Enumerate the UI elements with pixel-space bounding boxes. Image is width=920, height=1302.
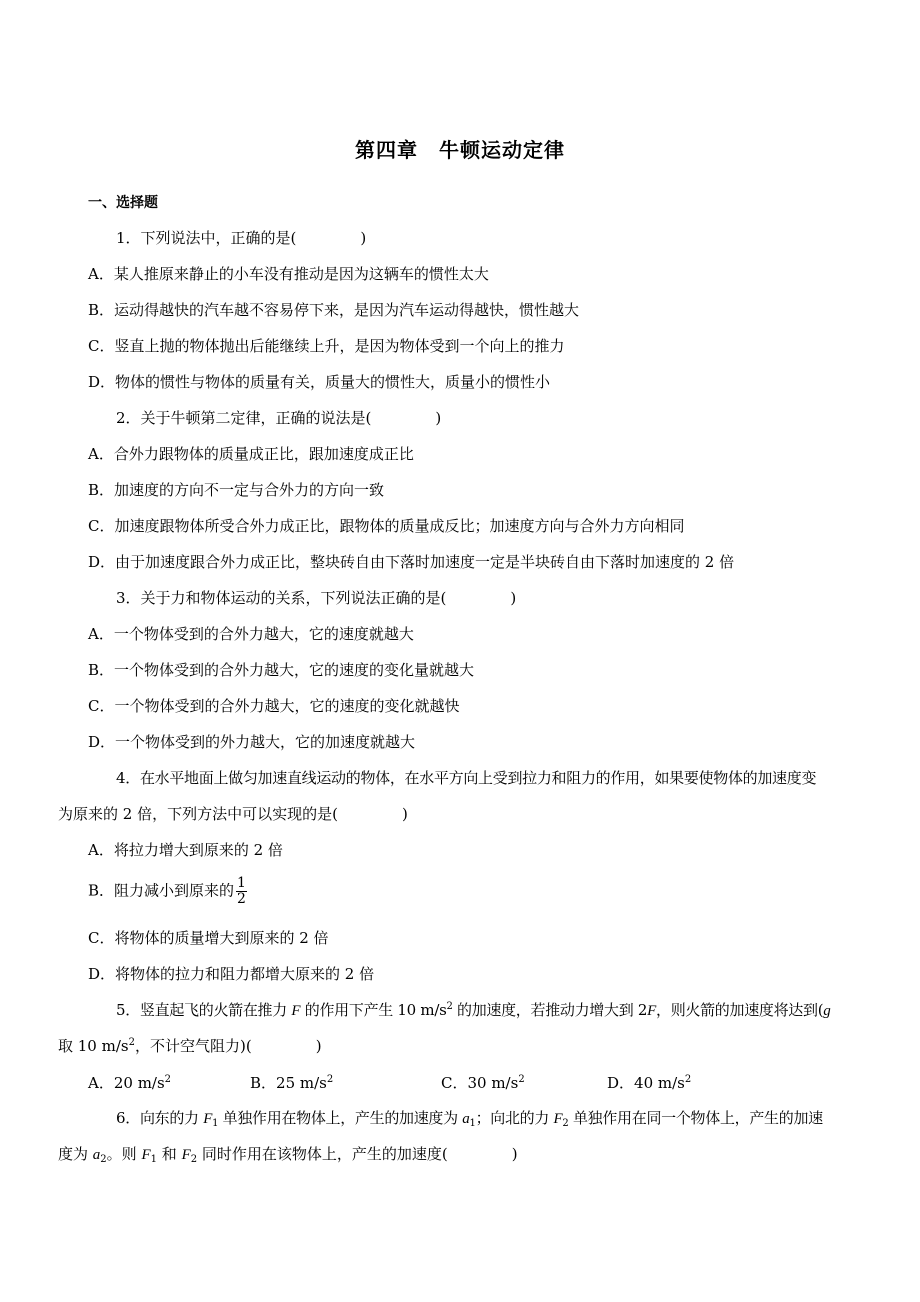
question-5-options xyxy=(88,1072,808,1092)
question-1-stem: 1．下列说法中，正确的是( ) xyxy=(116,229,367,247)
question-4-option-a: A．将拉力增大到原来的 2 倍 xyxy=(88,841,283,859)
question-4-option-c: C．将物体的质量增大到原来的 2 倍 xyxy=(88,929,329,947)
question-6-stem-line-1: 6．向东的力 $F_1$ 单独作用在物体上，产生的加速度为 $a_1$；向北的力 $F_2$ 单独作用在同一个物体上，产生的加速 xyxy=(116,1109,823,1129)
question-3-option-c: C．一个物体受到的合外力越大，它的速度的变化就越快 xyxy=(88,697,460,715)
question-3-option-a: A．一个物体受到的合外力越大，它的速度就越大 xyxy=(88,625,414,643)
question-5-stem-line-1: 5．竖直起飞的火箭在推力 F 的作用下产生 10 $m/s^2$ 的加速度，若推动力增大到 2F，则火箭的加速度将达到(g xyxy=(116,1001,831,1019)
question-5-option-b: B．25 $m/s^2$ xyxy=(250,1074,334,1092)
chapter-title: 第四章 牛顿运动定律 xyxy=(355,138,565,162)
question-4-stem-line-2: 为原来的 2 倍，下列方法中可以实现的是( ) xyxy=(58,805,408,823)
question-5-stem-line-2: 取 10 $m/s^2$，不计空气阻力)( ) xyxy=(58,1037,322,1055)
question-5-option-a: A．20 $m/s^2$ xyxy=(88,1074,172,1092)
question-2-option-d: D．由于加速度跟合外力成正比，整块砖自由下落时加速度一定是半块砖自由下落时加速度的 2 倍 xyxy=(88,553,735,571)
question-2-stem: 2．关于牛顿第二定律，正确的说法是( ) xyxy=(116,409,442,427)
question-2-option-a: A．合外力跟物体的质量成正比，跟加速度成正比 xyxy=(88,445,414,463)
question-1-option-c: C．竖直上抛的物体抛出后能继续上升，是因为物体受到一个向上的推力 xyxy=(88,337,565,355)
question-4-option-d: D．将物体的拉力和阻力都增大原来的 2 倍 xyxy=(88,965,375,983)
fraction-one-half: $\frac{1}{2}$ xyxy=(237,875,246,907)
question-5-option-c: C．30 $m/s^2$ xyxy=(441,1074,525,1092)
question-2-option-c: C．加速度跟物体所受合外力成正比，跟物体的质量成反比；加速度方向与合外力方向相同 xyxy=(88,517,685,535)
question-3-option-b: B．一个物体受到的合外力越大，它的速度的变化量就越大 xyxy=(88,661,475,679)
question-4-stem-line-1: 4．在水平地面上做匀加速直线运动的物体，在水平方向上受到拉力和阻力的作用，如果要使物体的加速度变 xyxy=(116,769,817,787)
question-6-stem-line-2: 度为 $a_2$。则 $F_1$ 和 $F_2$ 同时作用在该物体上，产生的加速度( ) xyxy=(58,1145,518,1165)
question-2-option-b: B．加速度的方向不一定与合外力的方向一致 xyxy=(88,481,385,499)
section-heading: 一、选择题 xyxy=(88,195,158,211)
question-4-option-b: B．阻力减小到原来的 $\frac{1}{2}$ xyxy=(88,875,246,907)
question-3-option-d: D．一个物体受到的外力越大，它的加速度就越大 xyxy=(88,733,416,751)
question-5-option-d: D．40 $m/s^2$ xyxy=(607,1074,692,1092)
question-1-option-a: A．某人推原来静止的小车没有推动是因为这辆车的惯性太大 xyxy=(88,265,489,283)
question-1-option-d: D．物体的惯性与物体的质量有关，质量大的惯性大，质量小的惯性小 xyxy=(88,373,551,391)
question-1-option-b: B．运动得越快的汽车越不容易停下来，是因为汽车运动得越快，惯性越大 xyxy=(88,301,580,319)
question-3-stem: 3．关于力和物体运动的关系，下列说法正确的是( ) xyxy=(116,589,517,607)
